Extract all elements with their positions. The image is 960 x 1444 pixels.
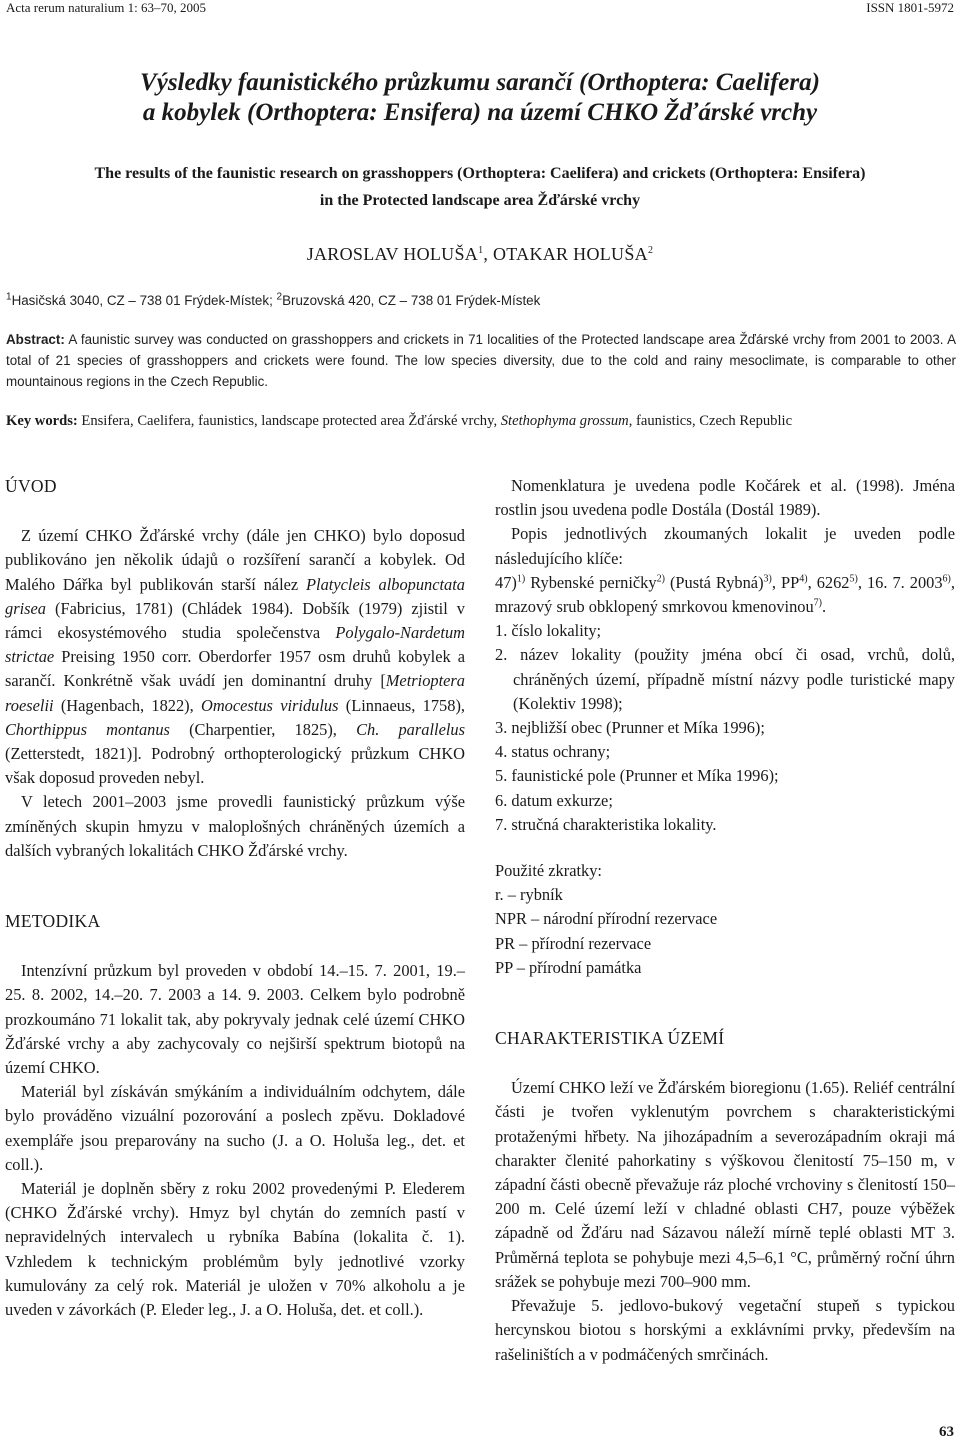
locality-key-list	[495, 619, 955, 837]
text: Z území CHKO Žďárské vrchy (dále jen CHKO) bylo doposud publikováno jen několik údajů o rozšíření sarančí a kobylek. Od Malého Dářka byl publikován starší nález	[5, 526, 465, 594]
aff-1: Hasičská 3040, CZ – 738 01 Frýdek-Místek;	[11, 293, 277, 308]
locality-key-intro: Popis jednotlivých zkoumaných lokalit je uveden podle následujícího klíče:	[495, 524, 955, 568]
text: , PP	[771, 572, 800, 592]
aff-2: Bruzovská 420, CZ – 738 01 Frýdek-Místek	[282, 293, 541, 308]
uvod-paragraph-1	[5, 524, 465, 790]
left-column	[5, 474, 465, 1322]
text: (Hagenbach, 1822),	[53, 695, 201, 715]
nomenclature-paragraph: Nomenklatura je uvedena podle Kočárek et al. (1998). Jména rostlin jsou uvedena podle Dostála (Dostál 1989).	[495, 476, 955, 520]
charakteristika-paragraph-2: Převažuje 5. jedlovo-bukový vegetační stupeň s typickou hercynskou biotou s horskými a exklávními prvky, především na rašeliništích a v podmáčených smrčinách.	[495, 1296, 955, 1364]
footnote-mark: 4)	[799, 573, 808, 585]
text: (Zetterstedt, 1821)]. Podrobný orthopterologický průzkum CHKO však doposud proveden nebyl.	[5, 744, 465, 788]
list-item: 4. status ochrany;	[495, 742, 611, 762]
title-line-2: a kobylek (Orthoptera: Ensifera) na území CHKO Žďárské vrchy	[142, 99, 818, 126]
species-name: Polygalo-Nardetum strictae	[5, 623, 465, 667]
text: (Linnaeus, 1758),	[338, 695, 466, 715]
text: .	[822, 597, 827, 617]
abstract	[6, 329, 956, 392]
text: , mrazový srub obklopený smrkovou kmenovinou	[495, 572, 955, 617]
text: 47)	[495, 572, 517, 592]
section-heading-metodika: METODIKA	[5, 911, 101, 932]
section-heading-uvod: ÚVOD	[5, 476, 57, 496]
keywords-text-2: , faunistics, Czech Republic	[628, 413, 793, 429]
list-item: 2. název lokality (použity jména obcí či osad, vrchů, dolů, chráněných území, případně místní názvy podle turistické mapy (Kolektiv 1998);	[495, 645, 955, 713]
abbreviation-item: PP – přírodní památka	[495, 957, 642, 977]
species-name: Omocestus viridulus	[201, 695, 339, 715]
aff-sup-1: 1	[6, 291, 12, 303]
uvod-paragraph-2: V letech 2001–2003 jsme provedli faunistický průzkum výše zmíněných skupin hmyzu v maloplošných chráněných územích a dalších vybraných lokalitách CHKO Žďárské vrchy.	[5, 792, 465, 860]
footnote-mark: 6)	[942, 573, 951, 585]
charakteristika-paragraph-1: Území CHKO leží ve Žďárském bioregionu (1.65). Reliéf centrální části je tvořen vyklenutým povrchem s charakteristickými protaženými hřbety. Na jihozápadním a severozápadním okraji má charakter členité pahorkatiny s výškovou členitostí 75–150 m, v západní části obecně převažuje ráz ploché vrchoviny s členitostí 150–200 m. Celé území leží v chladné oblasti CH7, pouze výběžek západně od Žďáru nad Sázavou náleží mírně teplé oblasti MT 3. Průměrná teplota se pohybuje mezi 4,5–6,1 °C, průměrný roční úhrn srážek se pohybuje mezi 700–900 mm.	[495, 1078, 955, 1291]
author-sep: ,	[483, 244, 493, 264]
title-line-1: Výsledky faunistického průzkumu sarančí (Orthoptera: Caelifera)	[140, 69, 820, 96]
text: Preising 1950 corr. Oberdorfer 1957 osm druhů kobylek a sarančí. Konkrétně však uvádí jen dominantní druhy [	[5, 647, 465, 691]
keywords	[6, 411, 956, 432]
footnote-mark: 5)	[849, 573, 858, 585]
abbreviation-item: PR – přírodní rezervace	[495, 933, 652, 953]
list-item: 7. stručná charakteristika lokality.	[495, 814, 717, 834]
author-1: JAROSLAV HOLUŠA	[306, 244, 479, 264]
text: (Pustá Rybná)	[664, 572, 764, 592]
metodika-paragraph-1: Intenzívní průzkum byl proveden v období 14.–15. 7. 2001, 19.–25. 8. 2002, 14.–20. 7. 2003 a 14. 9. 2003. Celkem bylo podrobně prozkoumáno 71 lokalit tak, aby pokryvaly jednak celé území CHKO Žďárské vrchy a aby zachycovaly co nejširší spektrum biotopů na území CHKO.	[5, 961, 465, 1078]
abstract-label: Abstract:	[6, 332, 65, 347]
footnote-mark: 2)	[656, 573, 665, 585]
footnote-mark: 1)	[516, 573, 526, 585]
metodika-paragraph-3: Materiál je doplněn sběry z roku 2002 provedenými P. Elederem (CHKO Žďárské vrchy). Hmyz byl chytán do zemních pastí v nepravidelných intervalech u rybníka Babína (lokalita č. 1). Vzhledem k technickým problémům byly jednotlivé vzorky kumulovány za celý rok. Materiál je uložen v 70% alkoholu a je uveden v závorkách (P. Eleder leg., J. a O. Holuša, det. et coll.).	[5, 1179, 465, 1320]
footnote-mark: 7)	[813, 597, 823, 609]
species-name: Ch. parallelus	[356, 719, 465, 739]
english-title	[0, 160, 960, 214]
keywords-species: Stethophyma grossum	[500, 413, 629, 429]
text: Rybenské perničky	[525, 572, 657, 592]
right-column	[495, 474, 955, 1367]
text: (Charpentier, 1825),	[169, 719, 357, 739]
keywords-label: Key words:	[6, 413, 78, 429]
species-name: Platycleis albopunctata grisea	[5, 574, 465, 618]
text: , 16. 7. 2003	[857, 572, 943, 592]
text: (Fabricius, 1781) (Chládek 1984). Dobšík (1979) zjistil v rámci ekosystémového studia společenstva	[5, 598, 465, 643]
species-name: Metrioptera roeselii	[5, 671, 465, 715]
affiliations	[6, 293, 540, 308]
list-item: 3. nejbližší obec (Prunner et Míka 1996);	[495, 718, 765, 738]
authors	[0, 244, 960, 265]
footnote-mark: 3)	[763, 573, 772, 585]
abstract-text: A faunistic survey was conducted on grasshoppers and crickets in 71 localities of the Protected landscape area Žďárské vrchy from 2001 to 2003. A total of 21 species of grasshoppers and crickets were found. The low species diversity, due to the cold and rainy mesoclimate, is comparable to other mountainous regions in the Czech Republic.	[6, 332, 956, 389]
section-heading-charakteristika: CHARAKTERISTIKA ÚZEMÍ	[495, 1028, 725, 1049]
issn: ISSN 1801-5972	[866, 0, 954, 15]
journal-citation: Acta rerum naturalium 1: 63–70, 2005	[6, 0, 207, 15]
locality-example	[495, 571, 955, 619]
author-2-sup: 2	[647, 245, 654, 256]
subtitle-line-1: The results of the faunistic research on grasshoppers (Orthoptera: Caelifera) and crickets (Orthoptera: Ensifera)	[94, 165, 866, 182]
species-name: Chorthippus montanus	[5, 719, 170, 739]
page-number: 63	[939, 1424, 954, 1440]
abbreviation-item: r. – rybník	[495, 885, 563, 905]
abbreviations-title: Použité zkratky:	[495, 861, 602, 881]
author-1-sup: 1	[478, 245, 484, 256]
keywords-text-1: Ensifera, Caelifera, faunistics, landscape protected area Žďárské vrchy,	[77, 413, 501, 429]
article-title	[0, 68, 960, 128]
metodika-paragraph-2: Materiál byl získáván smýkáním a individuálním odchytem, dále bylo prováděno vizuální pozorování a poslech zpěvu. Dokladové exempláře jsou preparovány na sucho (J. a O. Holuša leg., det. et coll.).	[5, 1082, 465, 1174]
author-2: OTAKAR HOLUŠA	[493, 244, 648, 264]
list-item: 5. faunistické pole (Prunner et Míka 1996);	[495, 766, 779, 786]
text: , 6262	[807, 572, 850, 592]
list-item: 6. datum exkurze;	[495, 790, 613, 810]
aff-sup-2: 2	[276, 291, 283, 303]
abbreviation-item: NPR – národní přírodní rezervace	[495, 909, 718, 929]
subtitle-line-2: in the Protected landscape area Žďárské vrchy	[319, 192, 641, 209]
list-item: 1. číslo lokality;	[495, 621, 602, 641]
